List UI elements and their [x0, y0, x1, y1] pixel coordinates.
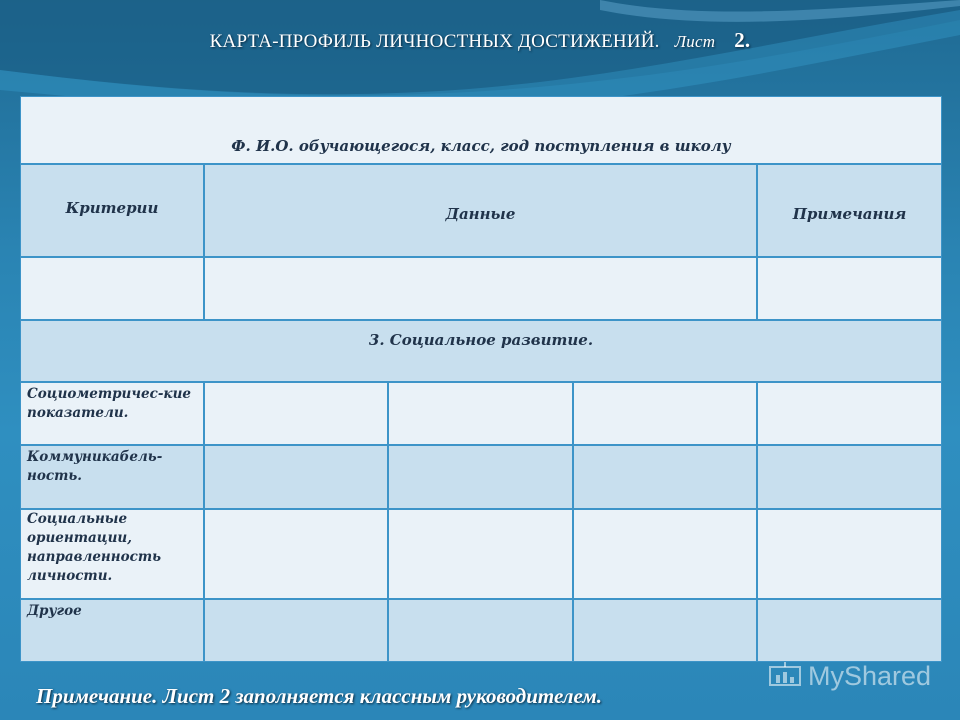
row-label-sociometric: Социометричес-кие показатели.: [20, 382, 204, 445]
presentation-icon: [768, 661, 802, 691]
criteria-header-cell: [20, 164, 204, 257]
achievement-table: [20, 96, 942, 662]
notes-cell[interactable]: [757, 445, 942, 509]
notes-header-cell: [757, 164, 942, 257]
data-header-cell: [204, 164, 757, 257]
data-cell[interactable]: [204, 509, 388, 599]
watermark-text: MyShared: [808, 660, 932, 691]
footer-note: Примечание. Лист 2 заполняется классным руководителем.: [36, 684, 602, 708]
row-label-social-orientation: Социальные ориентации, направленность личности.: [20, 509, 204, 599]
data-cell[interactable]: [573, 599, 757, 662]
data-cell[interactable]: [204, 382, 388, 445]
watermark: [768, 658, 948, 694]
data-cell[interactable]: [388, 382, 573, 445]
notes-header: Примечания: [792, 205, 907, 223]
data-cell[interactable]: [573, 445, 757, 509]
sheet-label: Лист: [674, 32, 716, 51]
notes-cell[interactable]: [757, 509, 942, 599]
notes-cell[interactable]: [757, 599, 942, 662]
student-header-text: Ф. И.О. обучающегося, класс, год поступления в школу: [231, 137, 731, 155]
data-cell[interactable]: [204, 445, 388, 509]
notes-cell[interactable]: [757, 382, 942, 445]
data-cell[interactable]: [388, 599, 573, 662]
student-header-cell: [20, 96, 942, 164]
title-main: КАРТА-ПРОФИЛЬ ЛИЧНОСТНЫХ ДОСТИЖЕНИЙ.: [209, 31, 660, 52]
empty-cell[interactable]: [204, 257, 757, 320]
sheet-number: 2.: [734, 28, 751, 52]
empty-cell[interactable]: [757, 257, 942, 320]
data-header: Данные: [445, 205, 516, 223]
empty-cell[interactable]: [20, 257, 204, 320]
data-cell[interactable]: [204, 599, 388, 662]
section-title: 3. Социальное развитие.: [368, 331, 594, 349]
data-cell[interactable]: [388, 509, 573, 599]
data-cell[interactable]: [573, 509, 757, 599]
row-label-other: Другое: [20, 599, 204, 662]
row-label-communicability: Коммуникабель-ность.: [20, 445, 204, 509]
section-title-cell: [20, 320, 942, 382]
data-cell[interactable]: [573, 382, 757, 445]
data-cell[interactable]: [388, 445, 573, 509]
criteria-header: Критерии: [65, 199, 159, 217]
page-title: [0, 28, 960, 53]
